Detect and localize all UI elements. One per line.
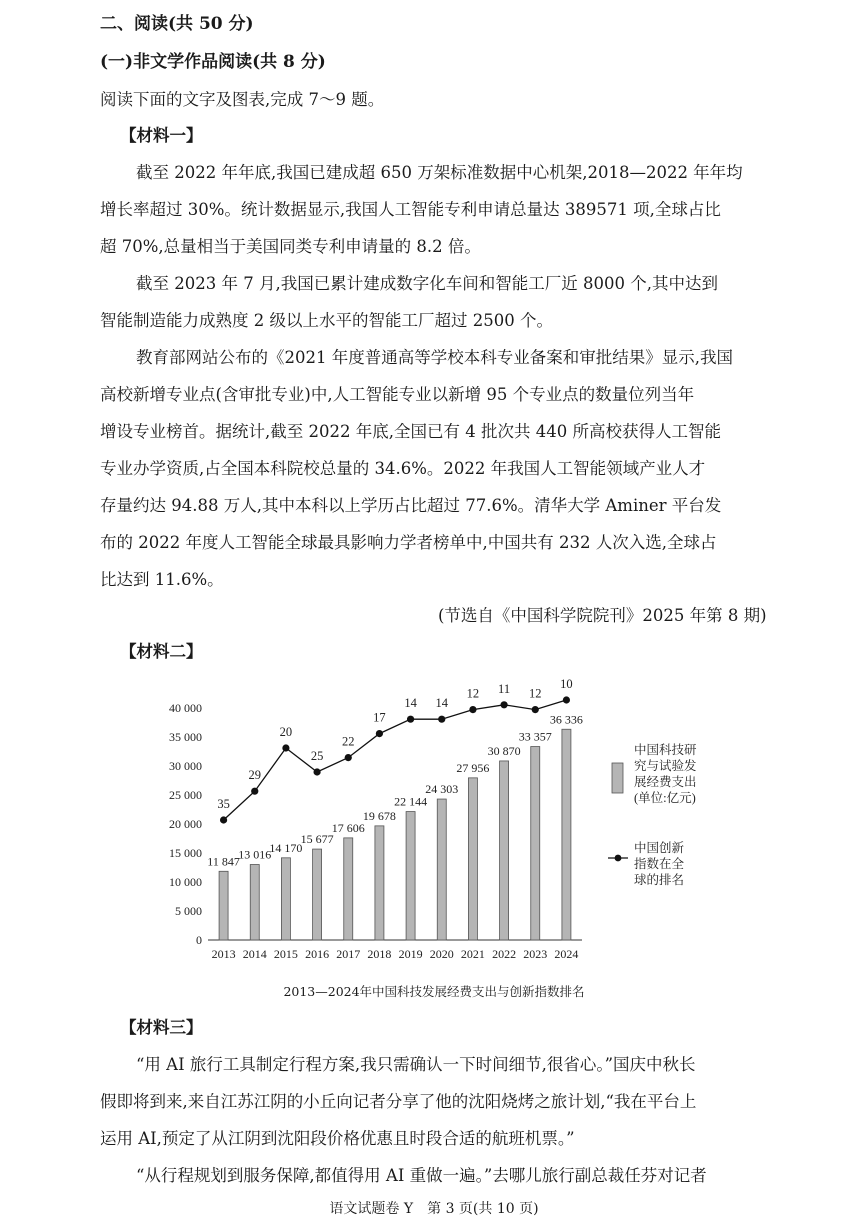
bar-value-label: 11 847: [207, 854, 240, 869]
rank-point: [563, 696, 570, 703]
material2-heading: 【材料二】: [120, 642, 203, 661]
x-tick-label: 2017: [336, 947, 361, 961]
material1-line: 布的 2022 年度人工智能全球最具影响力学者榜单中,中国共有 232 人次入选,全球占: [100, 533, 717, 552]
material3-line: 运用 AI,预定了从江阴到沈阳段价格优惠且时段合适的航班机票。”: [100, 1129, 575, 1148]
y-tick-label: 25 000: [169, 788, 202, 802]
rank-point: [282, 744, 289, 751]
rank-point: [313, 768, 320, 775]
bar: [531, 747, 540, 940]
legend-bar-label: 究与试验发: [634, 759, 697, 773]
x-tick-label: 2015: [273, 947, 298, 961]
y-tick-label: 35 000: [169, 730, 202, 744]
x-tick-label: 2020: [429, 947, 454, 961]
x-tick-label: 2023: [523, 947, 548, 961]
material3-line: “从行程规划到服务保障,都值得用 AI 重做一遍。”去哪儿旅行副总裁任芬对记者: [136, 1166, 707, 1185]
rank-label: 35: [217, 797, 230, 811]
rank-label: 11: [498, 681, 511, 696]
rank-point: [251, 788, 258, 795]
y-tick-label: 40 000: [169, 701, 202, 715]
material1-line: 智能制造能力成熟度 2 级以上水平的智能工厂超过 2500 个。: [100, 311, 553, 330]
y-tick-label: 0: [196, 933, 202, 947]
bar-value-label: 22 144: [394, 794, 428, 809]
bar: [437, 799, 446, 940]
rank-label: 14: [435, 696, 448, 711]
bar: [250, 865, 259, 940]
rank-label: 14: [404, 696, 417, 711]
x-tick-label: 2018: [367, 947, 392, 961]
material1-line: 存量约达 94.88 万人,其中本科以上学历占比超过 77.6%。清华大学 Aminer 平台发: [100, 496, 722, 515]
material1-line: 专业办学资质,占全国本科院校总量的 34.6%。2022 年我国人工智能领域产业人才: [100, 459, 706, 478]
x-tick-label: 2022: [492, 947, 517, 961]
legend-line-label: 球的排名: [634, 873, 685, 887]
material1-heading: 【材料一】: [120, 126, 203, 145]
section-title: 二、阅读(共 50 分): [100, 14, 254, 34]
bar: [281, 858, 290, 940]
legend-bar-label: (单位:亿元): [634, 791, 696, 805]
material1-line: 教育部网站公布的《2021 年度普通高等学校本科专业备案和审批结果》显示,我国: [136, 348, 733, 367]
bar-value-label: 17 606: [331, 820, 365, 835]
rank-label: 22: [342, 734, 355, 749]
material1-line: 增设专业榜首。据统计,截至 2022 年底,全国已有 4 批次共 440 所高校获得人工智能: [100, 422, 721, 441]
material1-line: 高校新增专业点(含审批专业)中,人工智能专业以新增 95 个专业点的数量位列当年: [100, 385, 695, 404]
x-tick-label: 2013: [211, 947, 236, 961]
bar-value-label: 33 357: [518, 729, 552, 744]
bar: [468, 778, 477, 940]
funding-and-ranking-chart: [150, 660, 750, 980]
rank-label: 20: [279, 725, 293, 739]
material1-source: (节选自《中国科学院院刊》2025 年第 8 期): [438, 606, 767, 625]
bar-value-label: 24 303: [425, 782, 459, 797]
rank-point: [407, 716, 414, 723]
y-tick-label: 10 000: [169, 875, 202, 889]
bar-value-label: 27 956: [456, 760, 490, 775]
material3-line: 假即将到来,来自江苏江阴的小丘向记者分享了他的沈阳烧烤之旅计划,“我在平台上: [100, 1092, 697, 1111]
legend-bar-label: 中国科技研: [634, 743, 697, 757]
legend-bar-swatch: [612, 763, 623, 793]
legend-line-swatch-point: [615, 855, 622, 862]
material3-heading: 【材料三】: [120, 1018, 203, 1037]
material1-line: 截至 2023 年 7 月,我国已累计建成数字化车间和智能工厂近 8000 个,其中达到: [136, 274, 718, 293]
rank-point: [469, 706, 476, 713]
legend-bar-label: 展经费支出: [634, 775, 697, 789]
rank-point: [500, 701, 507, 708]
rank-label: 25: [310, 749, 324, 763]
bar-value-label: 15 677: [300, 832, 334, 847]
y-tick-label: 15 000: [169, 846, 202, 860]
material1-line: 比达到 11.6%。: [100, 570, 224, 589]
subsection-title: (一)非文学作品阅读(共 8 分): [100, 52, 326, 72]
legend-line-label: 中国创新: [634, 841, 685, 855]
bar-value-label: 13 016: [238, 847, 272, 862]
material1-line: 超 70%,总量相当于美国同类专利申请量的 8.2 倍。: [100, 237, 481, 256]
bar: [344, 838, 353, 940]
y-tick-label: 5 000: [175, 904, 202, 918]
material1-line: 截至 2022 年年底,我国已建成超 650 万架标准数据中心机架,2018—2022 年年均: [136, 163, 743, 182]
bar-value-label: 14 170: [269, 840, 303, 855]
chart-caption: 2013—2024年中国科技发展经费支出与创新指数排名: [283, 984, 585, 999]
bar: [406, 812, 415, 940]
rank-label: 29: [248, 768, 261, 783]
bar: [500, 761, 509, 940]
bar-value-label: 30 870: [487, 743, 521, 758]
rank-point: [376, 730, 383, 737]
instruction: 阅读下面的文字及图表,完成 7～9 题。: [100, 90, 385, 109]
x-tick-label: 2019: [398, 947, 423, 961]
rank-label: 12: [466, 686, 480, 701]
rank-point: [220, 816, 227, 823]
bar: [562, 729, 571, 940]
rank-point: [345, 754, 352, 761]
bar: [313, 849, 322, 940]
x-tick-label: 2024: [554, 947, 579, 961]
bar: [375, 826, 384, 940]
y-tick-label: 20 000: [169, 817, 202, 831]
legend-line-label: 指数在全: [634, 857, 685, 871]
rank-label: 10: [560, 677, 573, 691]
bar-value-label: 19 678: [362, 808, 396, 823]
material3-line: “用 AI 旅行工具制定行程方案,我只需确认一下时间细节,很省心。”国庆中秋长: [136, 1055, 696, 1074]
x-tick-label: 2021: [460, 947, 485, 961]
material1-line: 增长率超过 30%。统计数据显示,我国人工智能专利申请总量达 389571 项,全球占比: [100, 200, 721, 219]
x-tick-label: 2016: [305, 947, 330, 961]
rank-label: 17: [373, 710, 386, 725]
x-tick-label: 2014: [242, 947, 267, 961]
page-footer: 语文试题卷 Y 第 3 页(共 10 页): [329, 1201, 539, 1217]
bar: [219, 871, 228, 940]
rank-point: [438, 716, 445, 723]
rank-point: [532, 706, 539, 713]
y-tick-label: 30 000: [169, 759, 202, 773]
bar-value-label: 36 336: [549, 712, 583, 727]
rank-label: 12: [529, 686, 542, 701]
